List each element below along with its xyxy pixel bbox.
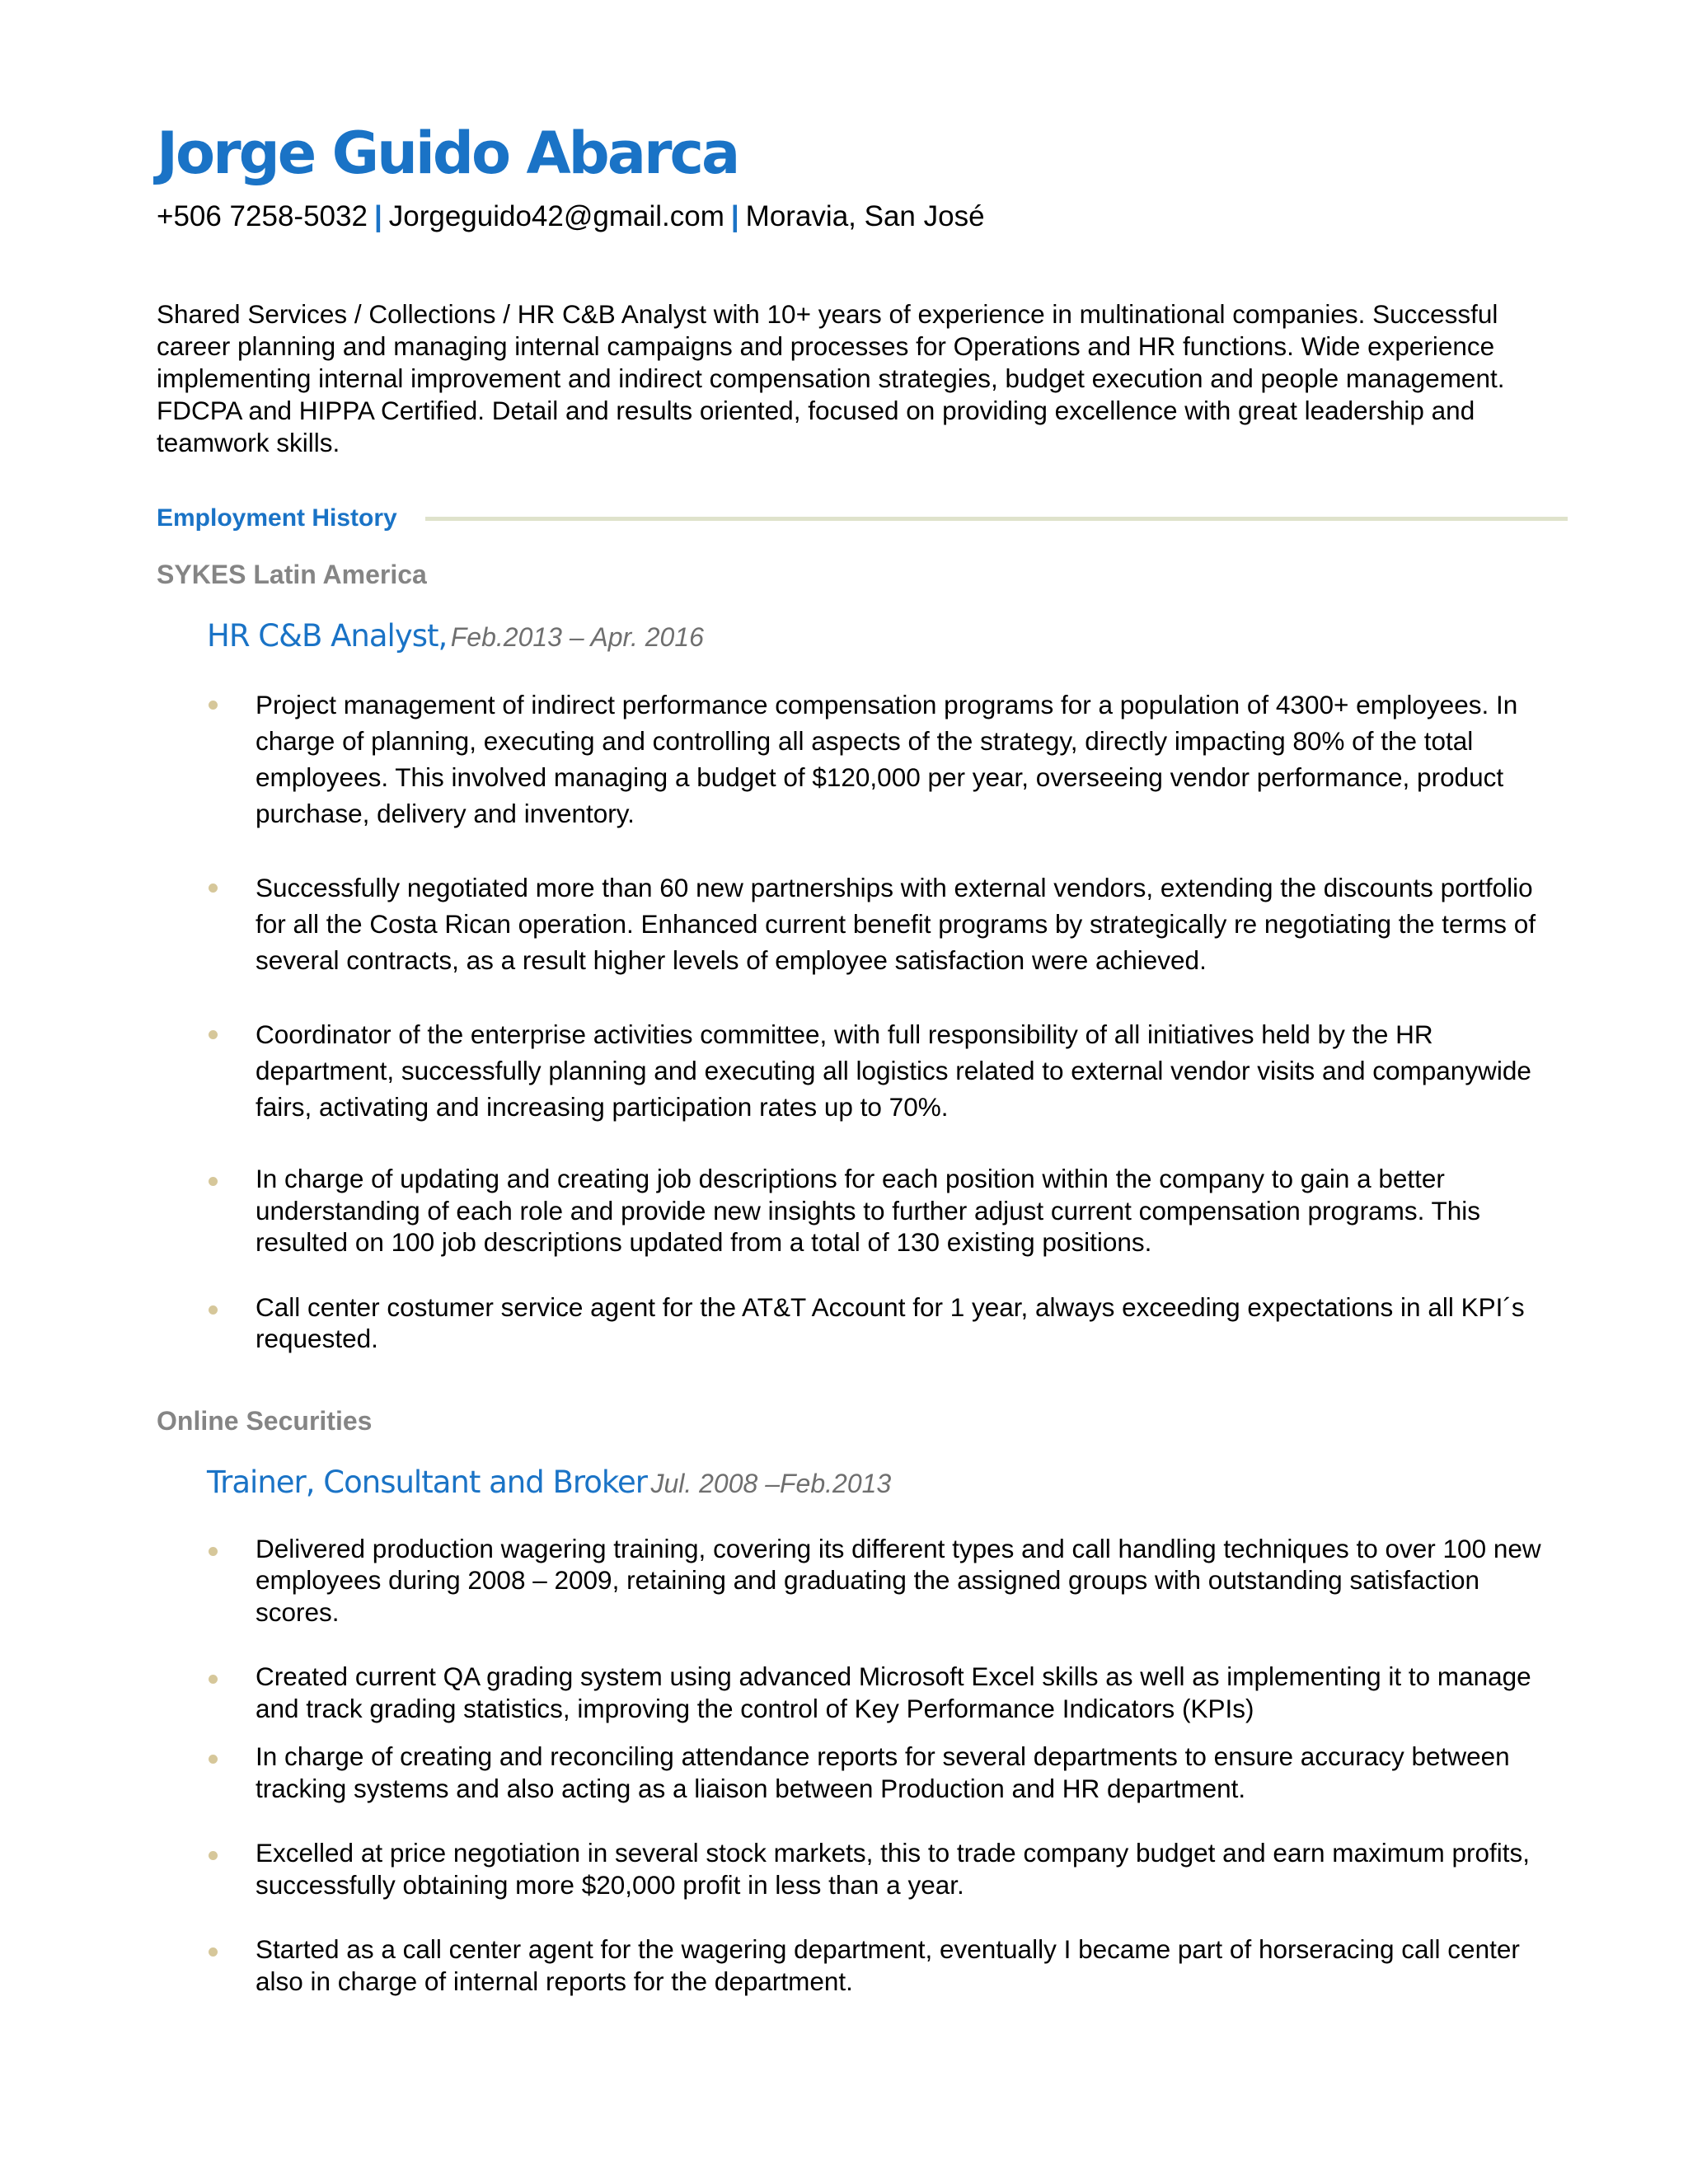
job-entry — [157, 1404, 1568, 1998]
job-role — [207, 616, 1568, 663]
email-address: Jorgeguido42@gmail.com — [388, 200, 724, 232]
job-bullet: In charge of updating and creating job descriptions for each position within the company to gain a better understanding of each role and provide new insights to further adjust current compensation programs. This resulted on 100 job descriptions updated from a total of 130 existing positions. — [157, 1163, 1568, 1258]
section-title: Employment History — [157, 504, 397, 532]
company-name: SYKES Latin America — [157, 560, 427, 589]
contact-separator: | — [730, 200, 739, 232]
job-title: Trainer, Consultant and Broker — [207, 1464, 647, 1500]
resume-content — [157, 115, 1568, 1997]
job-bullet: Successfully negotiated more than 60 new partnerships with external vendors, extending the discounts portfolio for all the Costa Rican operation. Enhanced current benefit programs by strategically re negotiating the terms of several contracts, as a result higher levels of employee satisfaction were achieved. — [157, 869, 1568, 978]
professional-summary: Shared Services / Collections / HR C&B Analyst with 10+ years of experience in multinational companies. Successful career planning and managing internal campaigns and processes for Operations and HR functions. Wide experience implementing internal improvement and indirect compensation strategies, budget execution and people management. FDCPA and HIPPA Certified. Detail and results oriented, focused on providing excellence with great leadership and teamwork skills. — [157, 299, 1505, 457]
candidate-name: Jorge Guido Abarca — [157, 120, 738, 187]
job-entry — [157, 558, 1568, 1355]
company-name: Online Securities — [157, 1405, 373, 1436]
location: Moravia, San José — [745, 200, 985, 232]
job-title: HR C&B Analyst, — [207, 618, 448, 654]
job-bullets — [157, 687, 1568, 1355]
section-divider — [425, 517, 1568, 521]
job-bullet: Excelled at price negotiation in several stock markets, this to trade company budget and earn maximum profits, successfully obtaining more $20,000 profit in less than a year. — [157, 1837, 1568, 1900]
job-bullets — [157, 1533, 1568, 1998]
phone-number: +506 7258-5032 — [157, 200, 368, 232]
job-bullet: Project management of indirect performance compensation programs for a population of 4300+ employees. In charge of planning, executing and controlling all aspects of the strategy, directly impacting 80% of the total employees. This involved managing a budget of $120,000 per year, overseeing vendor performance, product purchase, delivery and inventory. — [157, 687, 1568, 832]
job-bullet: Delivered production wagering training, covering its different types and call handling techniques to over 100 new employees during 2008 – 2009, retaining and graduating the assigned groups with outstanding satisfaction scores. — [157, 1533, 1568, 1629]
job-bullet: Coordinator of the enterprise activities committee, with full responsibility of all initiatives held by the HR department, successfully planning and executing all logistics related to external vendor visits and companywide fairs, activating and increasing participation rates up to 70%. — [157, 1016, 1568, 1125]
contact-line — [157, 198, 1568, 236]
job-bullet: Call center costumer service agent for the AT&T Account for 1 year, always exceeding expectations in all KPI´s requested. — [157, 1291, 1568, 1355]
job-bullet: Started as a call center agent for the wagering department, eventually I became part of horseracing call center also in charge of internal reports for the department. — [157, 1933, 1568, 1997]
job-bullet: Created current QA grading system using advanced Microsoft Excel skills as well as implementing it to manage and track grading statistics, improving the control of Key Performance Indicators (KPIs) — [157, 1661, 1568, 1724]
job-role — [207, 1462, 1568, 1510]
job-dates: Jul. 2008 –Feb.2013 — [650, 1468, 892, 1498]
contact-separator: | — [373, 200, 382, 232]
job-bullet: In charge of creating and reconciling attendance reports for several departments to ensure accuracy between tracking systems and also acting as a liaison between Production and HR department. — [157, 1741, 1568, 1804]
job-dates: Feb.2013 – Apr. 2016 — [450, 622, 704, 652]
employment-history-header — [157, 502, 1568, 535]
